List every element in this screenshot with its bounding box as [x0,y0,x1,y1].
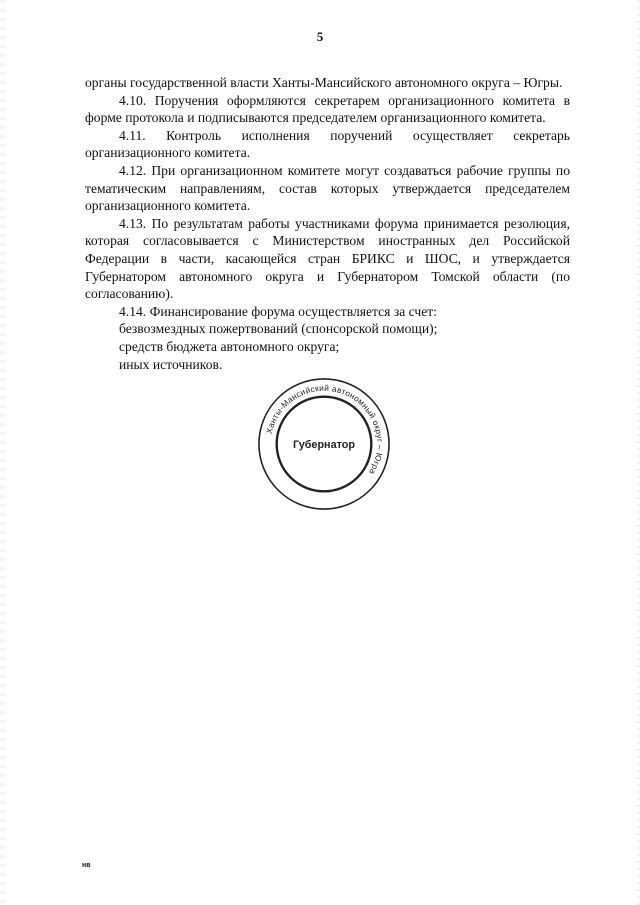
page-number: 5 [316,29,324,44]
funding-source-item: средств бюджета автономного округа; [119,338,340,354]
document-body [85,74,570,373]
governor-seal-stamp [255,375,393,513]
paragraph-4-13: 4.13. По результатам работы участниками форума принимается резолюция, которая согласовывается с Министерством иностранных дел Российской Федерации в части, касающейся стран БРИКС и ШОС, и утверждается Губернатором автономного округа и Губернатором Томской области (по согласованию). [85,215,570,302]
paragraph-4-10: 4.10. Поручения оформляются секретарем организационного комитета в форме протокола и подписываются председателем организационного комитета. [85,92,570,126]
paragraph-4-12: 4.12. При организационном комитете могут создаваться рабочие группы по тематическим направлениям, состав которых утверждается председателем организационного комитета. [85,162,570,214]
funding-source-item: безвозмездных пожертвований (спонсорской помощи); [119,321,438,337]
funding-source-item: иных источников. [119,356,223,372]
footer-code: нв [82,862,91,869]
paragraph-4-11: 4.11. Контроль исполнения поручений осуществляет секретарь организационного комитета. [85,127,570,161]
paragraph-4-14: 4.14. Финансирование форума осуществляется за счет: [119,303,437,319]
scan-edge-left [0,0,6,905]
seal-center-text: Губернатор [292,438,356,451]
seal-ring-text: Ханты-Мансийский автономный округ – Югра [264,383,385,477]
paragraph-continuation: органы государственной власти Ханты-Мансийского автономного округа – Югры. [85,75,563,90]
